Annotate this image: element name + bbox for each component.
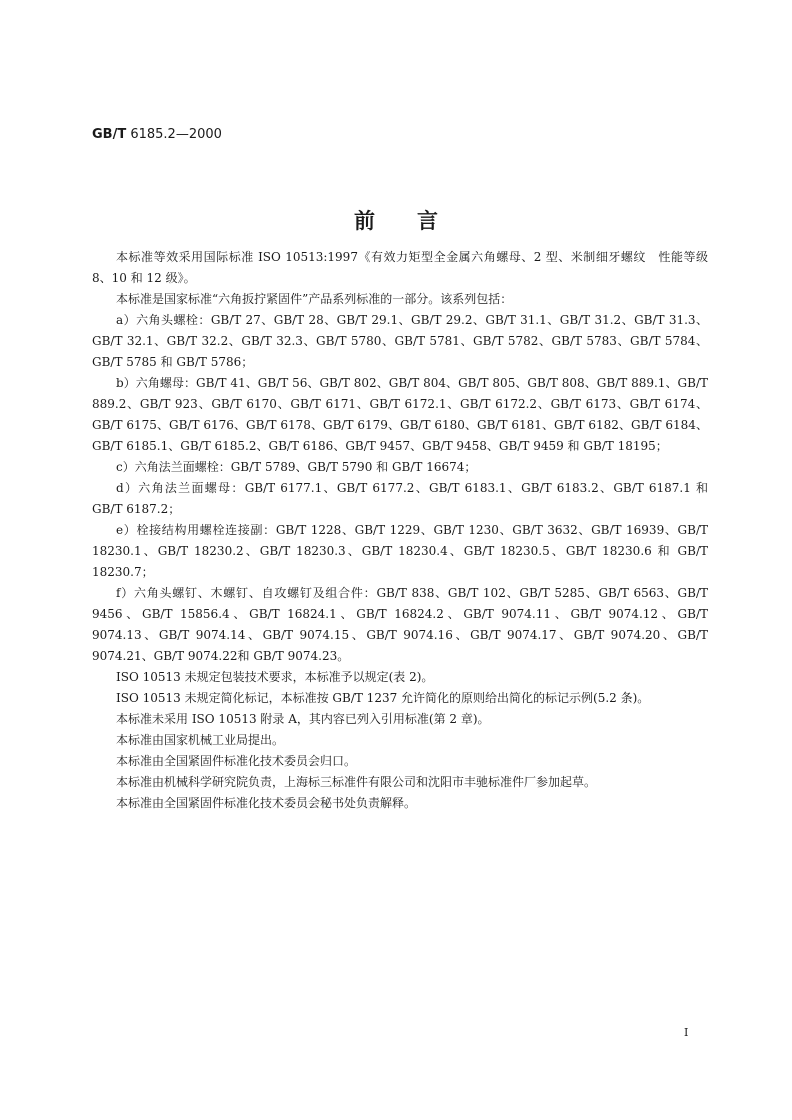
list-item-b: b）六角螺母：GB/T 41、GB/T 56、GB/T 802、GB/T 804、GB/T 805、GB/T 808、GB/T 889.1、GB/T 889.2、GB/T 923、GB/T 6170、GB/T 6171、GB/T 6172.1、GB/T 6172.2、GB/T 6173、GB/T 6174、GB/T 6175、GB/T 6176、GB/T 6178、GB/T 6179、GB/T 6180、GB/T 6181、GB/T 6182、GB/T 6184、GB/T 6185.1、GB/T 6185.2、GB/T 6186、GB/T 9457、GB/T 9458、GB/T 9459 和 GB/T 18195；: [92, 376, 708, 453]
list-item-d: d）六角法兰面螺母：GB/T 6177.1、GB/T 6177.2、GB/T 6183.1、GB/T 6183.2、GB/T 6187.1 和 GB/T 6187.2；: [92, 481, 708, 516]
paragraph-interpreted-by: 本标准由全国紧固件标准化技术委员会秘书处负责解释。: [116, 796, 417, 810]
paragraph-packaging: ISO 10513 未规定包装技术要求，本标准予以规定(表 2)。: [116, 670, 434, 684]
page-number: I: [684, 1026, 689, 1039]
paragraph-centralized-by: 本标准由全国紧固件标准化技术委员会归口。: [116, 754, 357, 768]
paragraph-marking: ISO 10513 未规定简化标记，本标准按 GB/T 1237 允许简化的原则给出简化的标记示例(5.2 条)。: [116, 691, 650, 705]
page-title: 前言: [354, 208, 480, 233]
paragraph-series-intro: 本标准是国家标准“六角扳拧紧固件”产品系列标准的一部分。该系列包括：: [116, 292, 513, 306]
paragraph-drafted-by: 本标准由机械科学研究院负责，上海标三标准件有限公司和沈阳市丰驰标准件厂参加起草。: [116, 775, 597, 789]
standard-code: GB/T: [92, 127, 127, 142]
list-item-f: f）六角头螺钉、木螺钉、自攻螺钉及组合件：GB/T 838、GB/T 102、GB/T 5285、GB/T 6563、GB/T 9456、GB/T 15856.4、GB/T 16824.1、GB/T 16824.2、GB/T 9074.11、GB/T 9074.12、GB/T 9074.13、GB/T 9074.14、GB/T 9074.15、GB/T 9074.16、GB/T 9074.17、GB/T 9074.20、GB/T 9074.21、GB/T 9074.22和 GB/T 9074.23。: [92, 586, 708, 663]
paragraph-annex: 本标准未采用 ISO 10513 附录 A，其内容已列入引用标准(第 2 章)。: [116, 712, 490, 726]
list-item-a: a）六角头螺栓：GB/T 27、GB/T 28、GB/T 29.1、GB/T 29.2、GB/T 31.1、GB/T 31.2、GB/T 31.3、GB/T 32.1、GB/T 32.2、GB/T 32.3、GB/T 5780、GB/T 5781、GB/T 5782、GB/T 5783、GB/T 5784、GB/T 5785 和 GB/T 5786；: [92, 313, 708, 369]
standard-number: 6185.2—2000: [130, 127, 222, 142]
list-item-c: c）六角法兰面螺栓：GB/T 5789、GB/T 5790 和 GB/T 16674；: [116, 460, 477, 474]
list-item-e: e）栓接结构用螺栓连接副：GB/T 1228、GB/T 1229、GB/T 1230、GB/T 3632、GB/T 16939、GB/T 18230.1、GB/T 18230.2、GB/T 18230.3、GB/T 18230.4、GB/T 18230.5、GB/T 18230.6 和 GB/T 18230.7；: [92, 523, 708, 579]
paragraph-adoption: 本标准等效采用国际标准 ISO 10513:1997《有效力矩型全金属六角螺母、2 型、米制细牙螺纹 性能等级 8、10 和 12 级》。: [92, 250, 708, 285]
paragraph-proposed-by: 本标准由国家机械工业局提出。: [116, 733, 285, 747]
page-header: [92, 127, 222, 142]
foreword-body: [92, 247, 708, 814]
